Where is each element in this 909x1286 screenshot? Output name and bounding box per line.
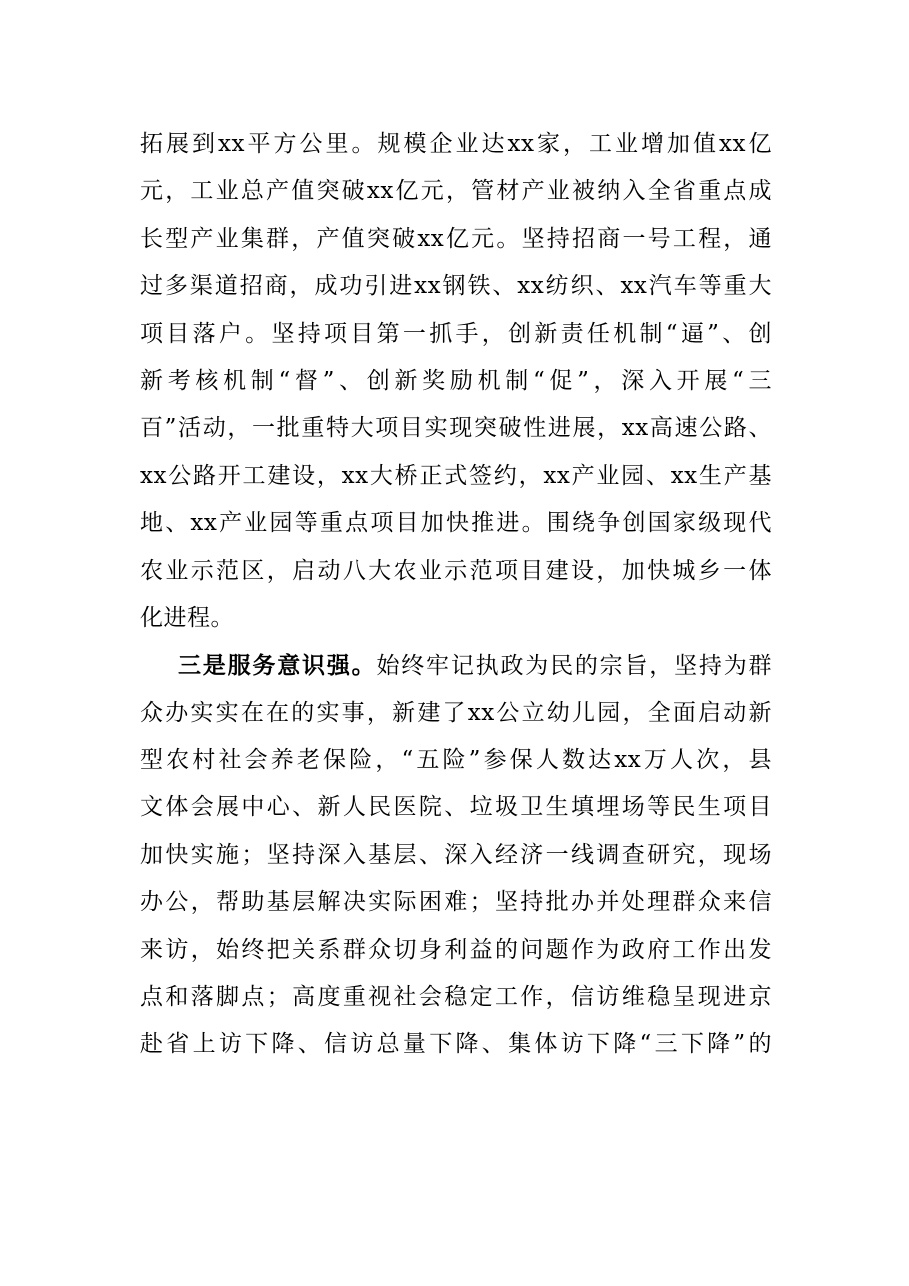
text-line: 百”活动，一批重特大项目实现突破性进展，xx高速公路、 — [140, 415, 772, 442]
text-line: 化进程。 — [140, 604, 234, 631]
text-line: 长型产业集群，产值突破xx亿元。坚持招商一号工程，通 — [140, 225, 772, 252]
text-line: 文体会展中心、新人民医院、垃圾卫生填埋场等民生项目 — [140, 794, 772, 821]
heading-continuation: 始终牢记执政为民的宗旨，坚持为群 — [376, 653, 773, 680]
text-line: 项目落户。坚持项目第一抓手，创新责任机制“逼”、创 — [140, 320, 772, 347]
text-line: 元，工业总产值突破xx亿元，管材产业被纳入全省重点成 — [140, 178, 772, 205]
paragraph-service-awareness — [140, 642, 772, 1069]
text-line: 拓展到xx平方公里。规模企业达xx家，工业增加值xx亿 — [140, 131, 772, 157]
document-body — [140, 121, 772, 1069]
text-line: 过多渠道招商，成功引进xx钢铁、xx纺织、xx汽车等重大 — [140, 273, 772, 300]
text-line: 型农村社会养老保险，“五险”参保人数达xx万人次，县 — [140, 747, 772, 774]
text-line: 办公，帮助基层解决实际困难；坚持批办并处理群众来信 — [140, 889, 772, 916]
text-line: 农业示范区，启动八大农业示范项目建设，加快城乡一体 — [140, 557, 772, 584]
text-line: 地、xx产业园等重点项目加快推进。围绕争创国家级现代 — [140, 510, 772, 537]
text-line: 赴省上访下降、信访总量下降、集体访下降“三下降”的 — [140, 1031, 772, 1058]
text-line: xx公路开工建设，xx大桥正式签约，xx产业园、xx生产基 — [140, 462, 772, 489]
paragraph-industry-projects — [140, 121, 772, 642]
text-line: 来访，始终把关系群众切身利益的问题作为政府工作出发 — [140, 936, 772, 963]
text-line: 点和落脚点；高度重视社会稳定工作，信访维稳呈现进京 — [140, 984, 772, 1011]
paragraph-heading: 三是服务意识强。 — [178, 652, 377, 680]
text-line: 众办实实在在的实事，新建了xx公立幼儿园，全面启动新 — [140, 699, 772, 726]
text-line-first — [140, 642, 772, 689]
text-line: 加快实施；坚持深入基层、深入经济一线调查研究，现场 — [140, 841, 772, 868]
text-line: 新考核机制“督”、创新奖励机制“促”，深入开展“三 — [140, 367, 772, 394]
